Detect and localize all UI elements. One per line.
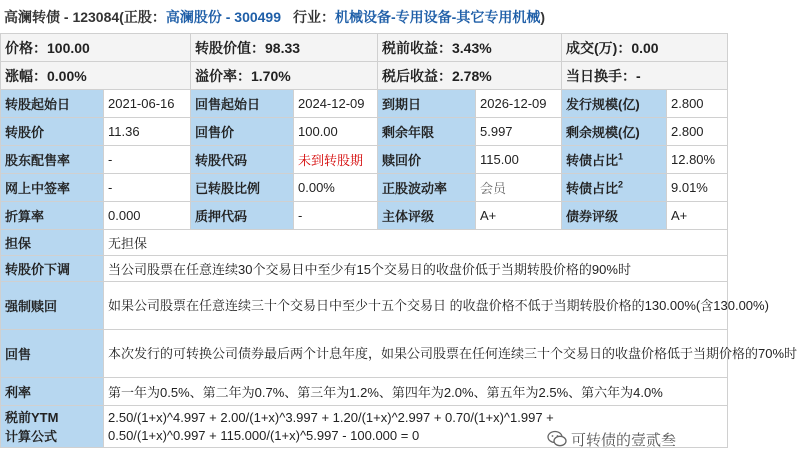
value-conversion-price: 11.36 (104, 118, 191, 146)
value-conversion-start: 2021-06-16 (104, 90, 191, 118)
price-cell: 价格：100.00 (1, 34, 191, 62)
value-maturity-date: 2026-12-09 (476, 90, 562, 118)
value-remaining-years: 5.997 (476, 118, 562, 146)
industry-prefix: 行业： (293, 8, 336, 25)
ytm-formula-line-2: 0.50/(1+x)^0.997 + 115.000/(1+x)^5.997 - 100.000 = 0 (108, 427, 420, 443)
industry-link[interactable]: 机械设备-专用设备-其它专用机械 (335, 8, 541, 25)
footnote-1: 1 (618, 151, 624, 162)
table-row (1, 174, 728, 202)
label-online-lottery-rate: 网上中签率 (1, 174, 104, 202)
value-conversion-code: 未到转股期 (294, 146, 378, 174)
turnover-amount-cell: 成交(万)：0.00 (562, 34, 728, 62)
conversion-value-cell: 转股价值：98.33 (191, 34, 378, 62)
wechat-icon (547, 430, 567, 448)
ytm-label-line-1: 税前YTM (5, 409, 59, 425)
value-issue-size: 2.800 (667, 90, 728, 118)
value-guarantee: 无担保 (104, 230, 728, 256)
table-row (1, 282, 728, 330)
table-row (1, 330, 728, 378)
label-forced-redemption: 强制赎回 (1, 282, 104, 330)
value-converted-ratio: 0.00% (294, 174, 378, 202)
value-bond-ratio-1: 12.80% (667, 146, 728, 174)
value-putback: 本次发行的可转换公司债券最后两个计息年度，如果公司股票在任何连续三十个交易日的收盘价格低于当期价格的70%时 (104, 330, 728, 378)
value-bond-ratio-2: 9.01% (667, 174, 728, 202)
footnote-2: 2 (618, 179, 624, 190)
value-issuer-rating: A+ (476, 202, 562, 230)
value-remaining-size: 2.800 (667, 118, 728, 146)
label-conversion-start: 转股起始日 (1, 90, 104, 118)
label-interest-rate: 利率 (1, 378, 104, 406)
value-pledge-code: - (294, 202, 378, 230)
label-shareholder-allotment: 股东配售率 (1, 146, 104, 174)
label-issue-size: 发行规模(亿) (562, 90, 667, 118)
value-putback-start: 2024-12-09 (294, 90, 378, 118)
stock-prefix: (正股： (119, 8, 166, 25)
label-pledge-code: 质押代码 (191, 202, 294, 230)
ytm-formula-line-1: 2.50/(1+x)^4.997 + 2.00/(1+x)^3.997 + 1.20/(1+x)^2.997 + 0.70/(1+x)^1.997 + (108, 409, 554, 425)
label-putback: 回售 (1, 330, 104, 378)
value-redemption-price: 115.00 (476, 146, 562, 174)
table-row (1, 118, 728, 146)
label-issuer-rating: 主体评级 (378, 202, 476, 230)
table-row (1, 90, 728, 118)
label-converted-ratio: 已转股比例 (191, 174, 294, 202)
value-online-lottery-rate: - (104, 174, 191, 202)
value-interest-rate: 第一年为0.5%、第二年为0.7%、第三年为1.2%、第四年为2.0%、第五年为2.5%、第六年为4.0% (104, 378, 728, 406)
ytm-label-line-2: 计算公式 (5, 428, 58, 444)
label-conversion-code: 转股代码 (191, 146, 294, 174)
label-ytm-formula (1, 406, 104, 448)
pretax-yield-cell: 税前收益：3.43% (378, 34, 562, 62)
aftertax-yield-cell: 税后收益：2.78% (378, 62, 562, 90)
label-conversion-rate: 折算率 (1, 202, 104, 230)
label-bond-rating: 债券评级 (562, 202, 667, 230)
label-guarantee: 担保 (1, 230, 104, 256)
watermark-text: 可转债的壹贰叁 (571, 431, 677, 449)
table-row (1, 230, 728, 256)
value-putback-price: 100.00 (294, 118, 378, 146)
table-row (1, 378, 728, 406)
bond-detail-table (0, 89, 797, 448)
bond-title-bar (0, 0, 727, 33)
label-downward-revision: 转股价下调 (1, 256, 104, 282)
value-forced-redemption: 如果公司股票在任意连续三十个交易日中至少十五个交易日 的收盘价格不低于当期转股价格的130.00%(含130.00%) (104, 282, 728, 330)
label-remaining-size: 剩余规模(亿) (562, 118, 667, 146)
table-row (1, 256, 728, 282)
value-downward-revision: 当公司股票在任意连续30个交易日中至少有15个交易日的收盘价低于当期转股价格的90%时 (104, 256, 728, 282)
change-cell: 涨幅：0.00% (1, 62, 191, 90)
label-remaining-years: 剩余年限 (378, 118, 476, 146)
stock-link[interactable]: 高澜股份 - 300499 (165, 8, 282, 25)
label-stock-volatility: 正股波动率 (378, 174, 476, 202)
table-row (1, 202, 728, 230)
label-conversion-price: 转股价 (1, 118, 104, 146)
bond-ratio-2-text: 转债占比 (566, 181, 619, 196)
premium-rate-cell: 溢价率：1.70% (191, 62, 378, 90)
label-maturity-date: 到期日 (378, 90, 476, 118)
label-bond-ratio-2 (562, 174, 667, 202)
turnover-rate-cell: 当日换手：- (562, 62, 728, 90)
price-summary-table (0, 33, 728, 90)
close-paren: ) (540, 8, 546, 25)
bond-ratio-1-text: 转债占比 (566, 153, 619, 168)
table-row (1, 146, 728, 174)
bond-name-code: 高澜转债 - 123084 (4, 8, 120, 25)
label-bond-ratio-1 (562, 146, 667, 174)
value-shareholder-allotment: - (104, 146, 191, 174)
label-redemption-price: 赎回价 (378, 146, 476, 174)
value-bond-rating: A+ (667, 202, 728, 230)
label-putback-start: 回售起始日 (191, 90, 294, 118)
watermark (547, 427, 727, 451)
label-putback-price: 回售价 (191, 118, 294, 146)
value-conversion-rate: 0.000 (104, 202, 191, 230)
value-stock-volatility[interactable]: 会员 (476, 174, 562, 202)
